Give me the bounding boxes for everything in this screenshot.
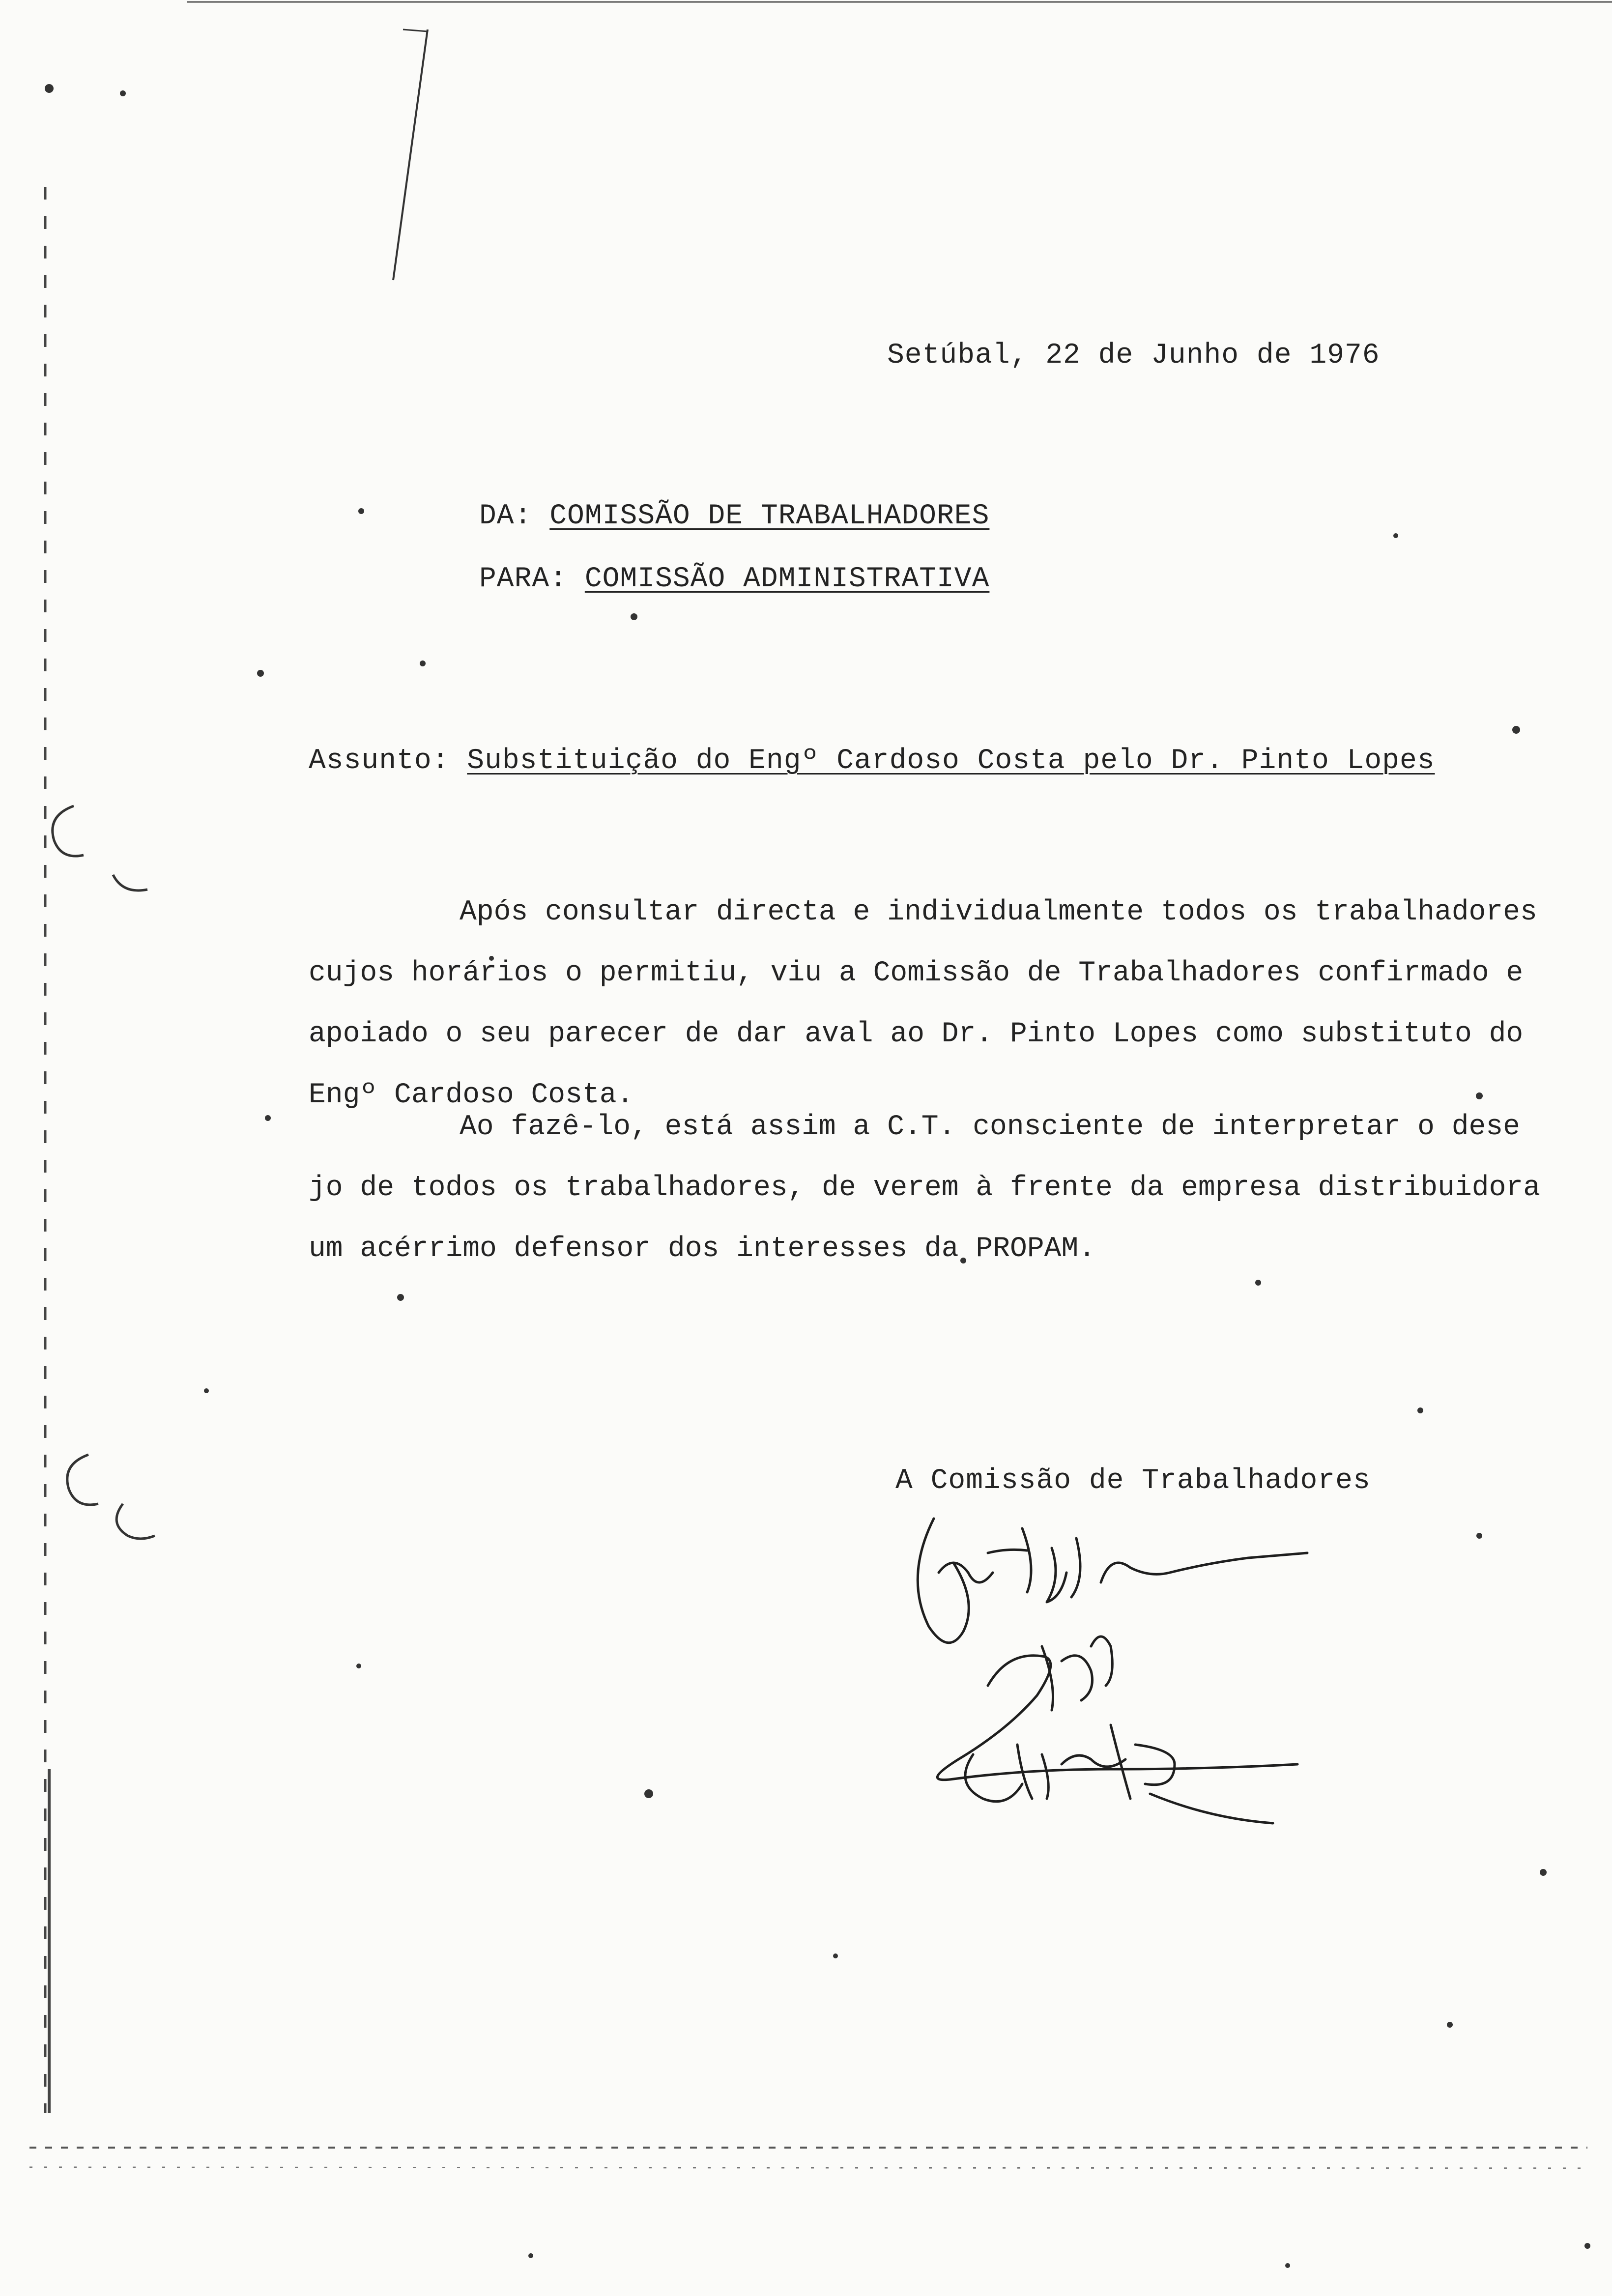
from-line <box>479 502 989 531</box>
paragraph-line: jo de todos os trabalhadores, de verem à frente da empresa distribuidora <box>309 1172 1541 1204</box>
from-label: DA: <box>479 500 532 532</box>
paragraph-line: um acérrimo defensor dos interesses da PROPAM. <box>309 1233 1096 1265</box>
signatures <box>904 1499 1494 1853</box>
paragraph-line: Após consultar directa e individualmente todos os trabalhadores <box>460 896 1537 928</box>
paragraph-line: cujos horários o permitiu, viu a Comissão de Trabalhadores confirmado e <box>309 957 1524 989</box>
from-value: COMISSÃO DE TRABALHADORES <box>549 500 990 532</box>
to-line <box>479 565 989 594</box>
date-line: Setúbal, 22 de Junho de 1976 <box>887 340 1380 372</box>
to-label: PARA: <box>479 563 568 595</box>
signature-1 <box>918 1519 1307 1643</box>
paragraph-line: apoiado o seu parecer de dar aval ao Dr. Pinto Lopes como substituto do <box>309 1018 1524 1050</box>
to-value: COMISSÃO ADMINISTRATIVA <box>584 563 990 595</box>
paragraph-1 <box>309 882 1537 1126</box>
subject-line <box>309 747 1435 775</box>
paragraph-line: Engº Cardoso Costa. <box>309 1079 634 1111</box>
paragraph-line: Ao fazê-lo, está assim a C.T. consciente de interpretar o dese <box>460 1111 1520 1143</box>
paragraph-2 <box>309 1097 1540 1280</box>
subject-value: Substituição do Engº Cardoso Costa pelo Dr. Pinto Lopes <box>467 745 1435 777</box>
signature-2 <box>937 1636 1297 1780</box>
subject-label: Assunto: <box>309 745 450 777</box>
closing-line: A Comissão de Trabalhadores <box>895 1465 1371 1497</box>
